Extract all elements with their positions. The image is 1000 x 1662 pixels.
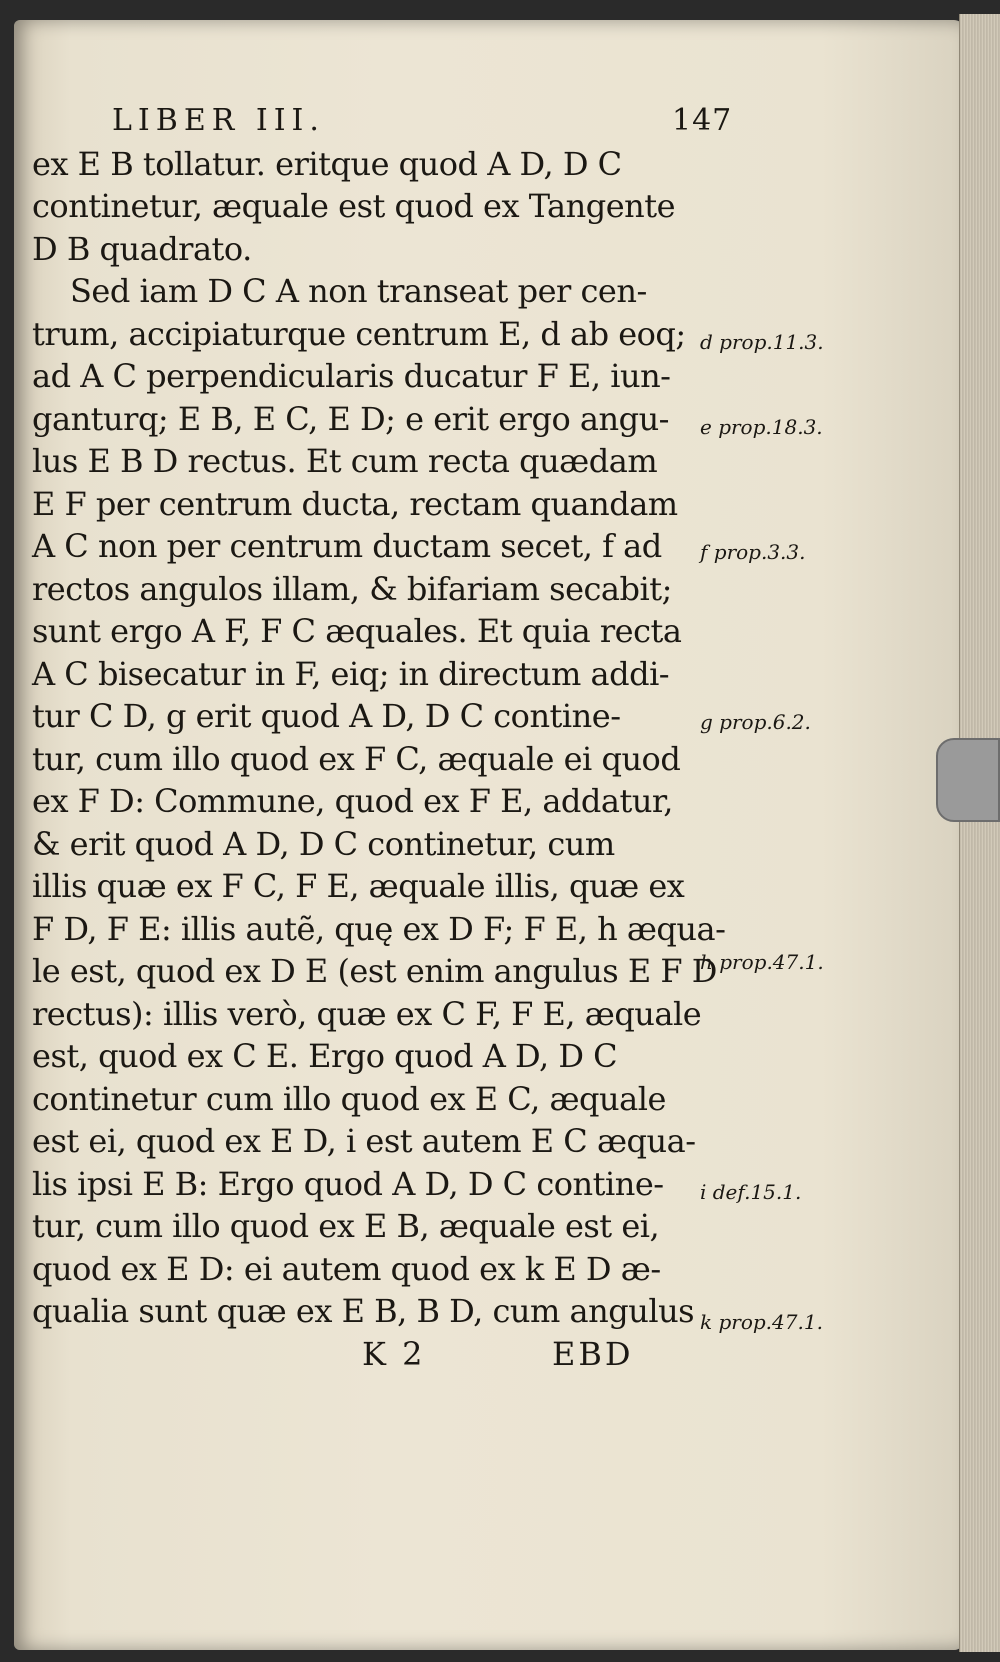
bookmark-tab (936, 738, 1000, 822)
marginal-note: k prop.47.1. (700, 1310, 823, 1334)
marginal-note: h prop.47.1. (700, 950, 824, 974)
marginal-note: i def.15.1. (700, 1180, 802, 1204)
text-line: continetur cum illo quod ex E C, æquale (32, 1079, 666, 1118)
text-line: A C non per centrum ductam secet, f ad (32, 527, 662, 565)
page-text-block (32, 100, 733, 1375)
text-line: D B quadrato. (32, 229, 252, 268)
page-edges (959, 14, 1000, 1652)
text-line: Sed iam D C A non transeat per cen- (70, 272, 647, 310)
signature-mark: K 2 (362, 1334, 426, 1373)
text-line: lis ipsi E B: Ergo quod A D, D C contine- (32, 1164, 664, 1203)
marginal-note: d prop.11.3. (700, 330, 824, 354)
marginal-note: f prop.3.3. (700, 540, 806, 564)
running-header (32, 100, 733, 143)
page-footer (32, 1333, 697, 1376)
running-head: LIBER III. (112, 103, 325, 138)
text-line: trum, accipiaturque centrum E, d ab eoq; (32, 314, 686, 353)
text-line: ad A C perpendicularis ducatur F E, iun- (32, 357, 671, 395)
marginal-note: g prop.6.2. (700, 710, 811, 734)
text-line: est, quod ex C E. Ergo quod A D, D C (32, 1037, 618, 1075)
marginal-note: e prop.18.3. (700, 415, 823, 439)
text-line: illis quæ ex F C, F E, æquale illis, quæ ex (32, 867, 685, 905)
text-line: & erit quod A D, D C continetur, cum (32, 824, 615, 863)
catchword: EBD (552, 1334, 634, 1373)
page-number: 147 (672, 103, 733, 138)
text-line: sunt ergo A F, F C æquales. Et quia recta (32, 612, 682, 650)
text-line: quod ex E D: ei autem quod ex k E D æ- (32, 1249, 661, 1288)
text-line: F D, F E: illis autẽ, quę ex D F; F E, h æqua- (32, 909, 726, 948)
text-line: A C bisecatur in F, eiq; in directum addi- (32, 654, 670, 693)
text-line: rectos angulos illam, & bifariam secabit; (32, 569, 672, 608)
text-line: lus E B D rectus. Et cum recta quædam (32, 442, 658, 480)
text-line: est ei, quod ex E D, i est autem E C æqua- (32, 1122, 696, 1160)
text-line: ganturq; E B, E C, E D; e erit ergo angu- (32, 399, 669, 438)
text-line: tur, cum illo quod ex E B, æquale est ei, (32, 1207, 660, 1245)
text-line: continetur, æquale est quod ex Tangente (32, 187, 676, 225)
text-line: rectus): illis verò, quæ ex C F, F E, æquale (32, 994, 702, 1033)
text-line: tur C D, g erit quod A D, D C contine- (32, 697, 621, 735)
text-line: ex E B tollatur. eritque quod A D, D C (32, 144, 622, 183)
text-line: tur, cum illo quod ex F C, æquale ei quod (32, 739, 681, 778)
text-line: ex F D: Commune, quod ex F E, addatur, (32, 782, 673, 820)
text-line: le est, quod ex D E (est enim angulus E F D (32, 952, 717, 990)
text-line: qualia sunt quæ ex E B, B D, cum angulus (32, 1292, 695, 1330)
text-line: E F per centrum ducta, rectam quandam (32, 484, 678, 523)
